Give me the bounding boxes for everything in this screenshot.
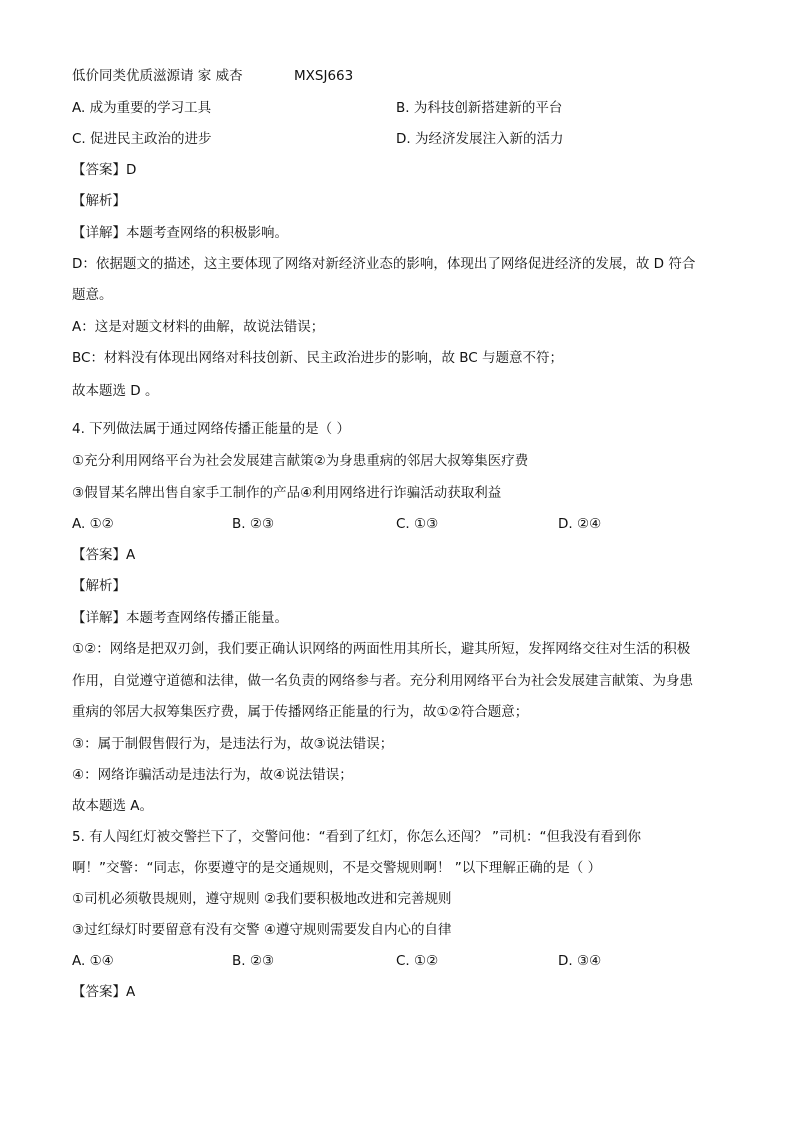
q5-option-b: B. ②③ [232,953,275,969]
q4-explanation-line: ①②：网络是把双刃剑，我们要正确认识网络的两面性用其所长，避其所短，发挥网络交往对生活的积极 [72,641,691,657]
q3-option-b: B. 为科技创新搭建新的平台 [396,100,563,116]
header-text: 低价同类优质滋源请 家 威杏 [72,68,243,84]
q5-option-c: C. ①② [396,953,439,969]
q3-explanation-line: BC：材料没有体现出网络对科技创新、民主政治进步的影响，故 BC 与题意不符； [72,350,563,366]
q3-option-c: C. 促进民主政治的进步 [72,131,212,147]
q3-explanation-line: A：这是对题文材料的曲解，故说法错误； [72,319,325,335]
q5-stem-line: 啊！”交警：“同志，你要遵守的是交通规则，不是交警规则啊！ ”以下理解正确的是（ ） [72,860,602,876]
q4-explanation-line: ③：属于制假售假行为，是违法行为，故③说法错误； [72,736,394,752]
q5-option-a: A. ①④ [72,953,114,969]
q3-detail: 【详解】本题考查网络的积极影响。 [72,225,288,241]
q4-option-b: B. ②③ [232,516,275,532]
q3-option-row-1 [72,99,563,117]
q4-explanation-line: 故本题选 A。 [72,798,154,814]
q4-detail: 【详解】本题考查网络传播正能量。 [72,610,288,626]
q4-analysis-heading: 【解析】 [72,578,126,594]
q4-item-line: ③假冒某名牌出售自家手工制作的产品④利用网络进行诈骗活动获取利益 [72,485,502,501]
q4-option-d: D. ②④ [558,516,602,532]
q3-analysis-heading: 【解析】 [72,193,126,209]
q5-item-line: ①司机必须敬畏规则，遵守规则 ②我们要积极地改进和完善规则 [72,891,452,907]
q3-option-d: D. 为经济发展注入新的活力 [396,131,564,147]
q3-answer: 【答案】D [72,162,137,178]
q4-option-a: A. ①② [72,516,114,532]
q4-explanation-line: ④：网络诈骗活动是违法行为，故④说法错误； [72,767,353,783]
q4-option-c: C. ①③ [396,516,439,532]
q4-stem: 4. 下列做法属于通过网络传播正能量的是（ ） [72,421,350,437]
header-code: MXSJ663 [294,68,354,84]
q4-options-row [72,515,602,533]
q4-answer: 【答案】A [72,547,136,563]
q4-explanation-line: 重病的邻居大叔筹集医疗费，属于传播网络正能量的行为，故①②符合题意； [72,704,529,720]
q5-option-d: D. ③④ [558,953,602,969]
header-line [72,67,354,85]
q3-option-row-2 [72,130,564,148]
q3-explanation-line: 题意。 [72,287,113,303]
q5-options-row [72,952,602,970]
q3-explanation-line: D：依据题文的描述，这主要体现了网络对新经济业态的影响，体现出了网络促进经济的发展，故 D 符合 [72,256,696,272]
q4-explanation-line: 作用，自觉遵守道德和法律，做一名负责的网络参与者。充分利用网络平台为社会发展建言献策、为身患 [72,673,693,689]
q3-explanation-line: 故本题选 D 。 [72,383,159,399]
q3-option-a: A. 成为重要的学习工具 [72,100,212,116]
q5-answer: 【答案】A [72,984,136,1000]
q5-stem-line: 5. 有人闯红灯被交警拦下了，交警问他：“看到了红灯，你怎么还闯？ ”司机：“但我没有看到你 [72,829,641,845]
q5-item-line: ③过红绿灯时要留意有没有交警 ④遵守规则需要发自内心的自律 [72,922,452,938]
q4-item-line: ①充分利用网络平台为社会发展建言献策②为身患重病的邻居大叔筹集医疗费 [72,453,529,469]
